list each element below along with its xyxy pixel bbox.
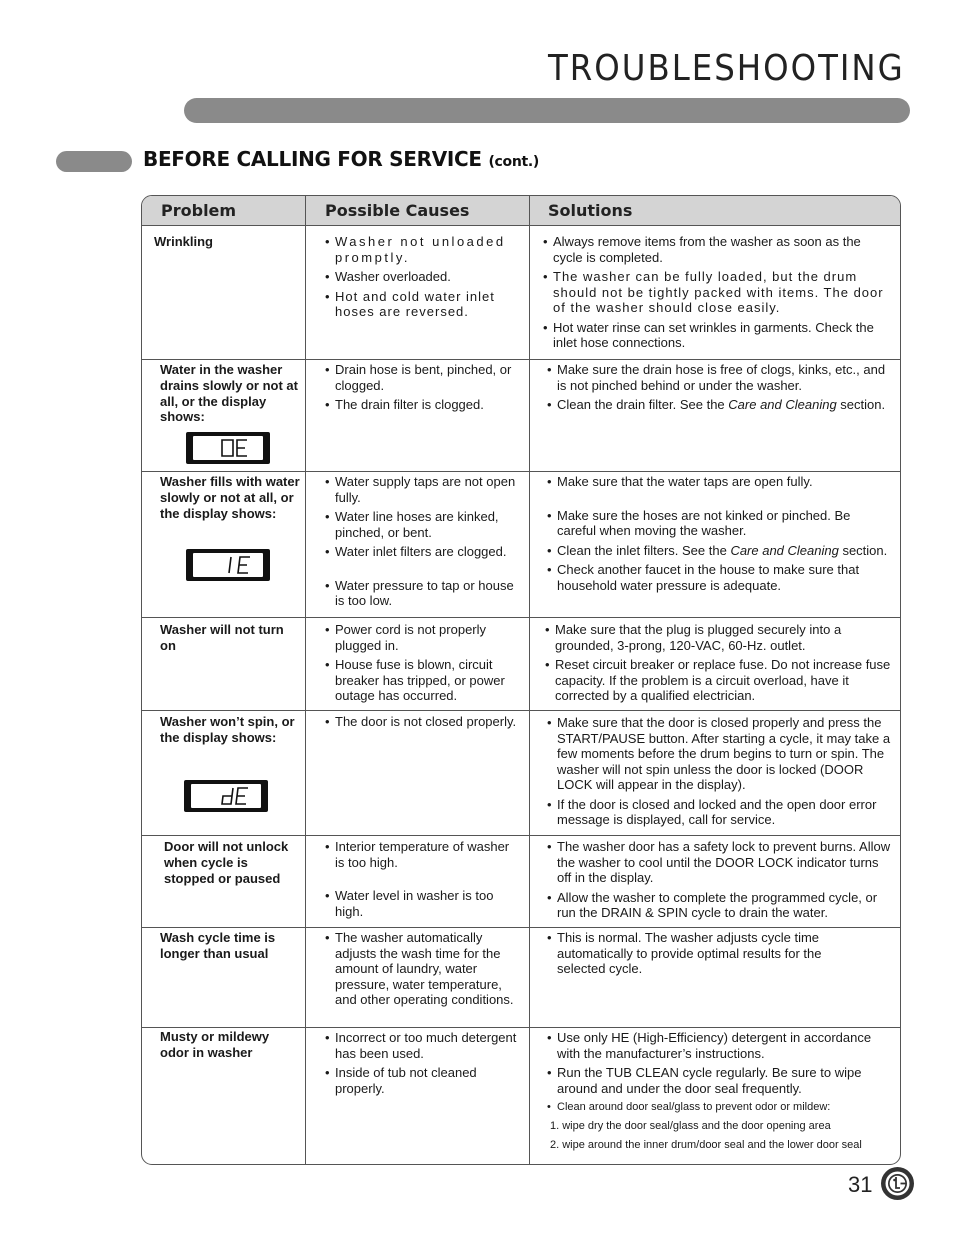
causes-no-spin xyxy=(324,714,522,734)
list-item: • Make sure the hoses are not kinked or pinched. Be careful when moving the washer. xyxy=(546,508,892,539)
list-item: • Hot water rinse can set wrinkles in garments. Check the inlet hose connections. xyxy=(542,320,888,351)
solutions-slow-drain xyxy=(546,362,892,417)
list-item: • Clean the inlet filters. See the Care and Cleaning section. xyxy=(546,543,892,559)
list-item: • Hot and cold water inlet hoses are reversed. xyxy=(324,289,520,320)
column-divider xyxy=(305,196,306,1164)
list-item: 1. wipe dry the door seal/glass and the door opening area xyxy=(550,1120,831,1132)
header-bar xyxy=(184,98,910,123)
table-header xyxy=(142,196,900,226)
list-item: • Clean the drain filter. See the Care and Cleaning section. xyxy=(546,397,892,413)
list-item: • The drain filter is clogged. xyxy=(324,397,520,413)
list-item: • Water level in washer is too high. xyxy=(324,888,522,919)
row-divider xyxy=(142,471,900,472)
list-item: • Water line hoses are kinked, pinched, or bent. xyxy=(324,509,522,540)
display-ie-icon xyxy=(186,549,270,581)
lg-logo-icon xyxy=(881,1167,914,1200)
list-item: 2. wipe around the inner drum/door seal and the lower door seal xyxy=(550,1139,862,1151)
column-divider xyxy=(529,196,530,1164)
list-item: • Make sure that the door is closed properly and press the START/PAUSE button. After starting a cycle, it may take a few moments before the drum begins to turn or spin. The washer will not spin unless the door is locked (DOOR LOCK will appear in the display). xyxy=(546,715,894,793)
list-item: • Water pressure to tap or house is too low. xyxy=(324,578,522,609)
causes-wrinkling xyxy=(324,234,520,324)
page-title: TROUBLESHOOTING xyxy=(548,48,905,89)
problem-wrinkling: Wrinkling xyxy=(154,234,213,249)
causes-odor xyxy=(324,1030,522,1100)
list-item: • Make sure the drain hose is free of clogs, kinks, etc., and is not pinched behind or under the washer. xyxy=(546,362,892,393)
section-marker xyxy=(56,151,132,172)
solutions-odor xyxy=(546,1030,892,1152)
list-item: • If the door is closed and locked and the open door error message is displayed, call for service. xyxy=(546,797,894,828)
problem-no-power: Washer will not turn on xyxy=(160,622,284,653)
list-item: • Always remove items from the washer as soon as the cycle is completed. xyxy=(542,234,888,265)
solutions-no-spin xyxy=(546,715,894,832)
problem-slow-fill: Washer fills with water slowly or not at all, or the display shows: xyxy=(160,474,300,521)
row-divider xyxy=(142,617,900,618)
problem-door-locked: Door will not unlock when cycle is stopped or paused xyxy=(164,839,289,886)
list-item: • House fuse is blown, circuit breaker has tripped, or power outage has occurred. xyxy=(324,657,522,704)
solutions-wrinkling xyxy=(542,234,888,355)
header-causes: Possible Causes xyxy=(325,201,470,220)
causes-door-locked xyxy=(324,839,522,923)
header-solutions: Solutions xyxy=(548,201,633,220)
list-item: • Washer not unloaded promptly. xyxy=(324,234,520,265)
list-item: • Interior temperature of washer is too high. xyxy=(324,839,522,870)
list-item: • Check another faucet in the house to make sure that household water pressure is adequate. xyxy=(546,562,892,593)
problem-odor: Musty or mildewy odor in washer xyxy=(160,1029,270,1060)
list-item: • Use only HE (High-Efficiency) detergent in accordance with the manufacturer’s instructions. xyxy=(546,1030,892,1061)
list-item: • Run the TUB CLEAN cycle regularly. Be sure to wipe around and under the door seal frequently. xyxy=(546,1065,892,1096)
solutions-door-locked xyxy=(546,839,896,925)
problem-long-cycle: Wash cycle time is longer than usual xyxy=(160,930,276,961)
list-item: • Allow the washer to complete the programmed cycle, or run the DRAIN & SPIN cycle to drain the water. xyxy=(546,890,896,921)
solutions-no-power xyxy=(544,622,892,708)
display-oe-icon xyxy=(186,432,270,464)
row-divider xyxy=(142,359,900,360)
causes-slow-drain xyxy=(324,362,520,417)
list-item: • The washer door has a safety lock to prevent burns. Allow the washer to cool until the DOOR LOCK indicator turns off in the display. xyxy=(546,839,896,886)
causes-long-cycle xyxy=(324,930,522,1012)
list-item: • The door is not closed properly. xyxy=(324,714,522,730)
list-item: • Inside of tub not cleaned properly. xyxy=(324,1065,522,1096)
section-title: BEFORE CALLING FOR SERVICE (cont.) xyxy=(143,147,540,171)
causes-slow-fill xyxy=(324,474,522,613)
causes-no-power xyxy=(324,622,522,708)
list-item: • The washer automatically adjusts the wash time for the amount of laundry, water pressure, water temperature, and other operating conditions. xyxy=(324,930,522,1008)
solutions-long-cycle xyxy=(546,930,866,981)
solutions-slow-fill xyxy=(546,474,892,597)
row-divider xyxy=(142,927,900,928)
list-item: • The washer can be fully loaded, but the drum should not be tightly packed with items. The door of the washer should close easily. xyxy=(542,269,888,316)
list-item: • Washer overloaded. xyxy=(324,269,520,285)
list-item: • Drain hose is bent, pinched, or clogged. xyxy=(324,362,520,393)
list-item: • Make sure that the water taps are open fully. xyxy=(546,474,892,490)
list-item: • Water supply taps are not open fully. xyxy=(324,474,522,505)
odor-note xyxy=(546,1100,892,1152)
problem-no-spin: Washer won’t spin, or the display shows: xyxy=(160,714,295,745)
troubleshooting-table xyxy=(141,195,901,1165)
header-problem: Problem xyxy=(161,201,237,220)
list-item: • Reset circuit breaker or replace fuse. Do not increase fuse capacity. If the problem is a circuit overload, have it corrected by a qualified electrician. xyxy=(544,657,892,704)
row-divider xyxy=(142,710,900,711)
list-item: • Water inlet filters are clogged. xyxy=(324,544,522,560)
list-item: • Make sure that the plug is plugged securely into a grounded, 3-prong, 120-VAC, 60-Hz. outlet. xyxy=(544,622,892,653)
page-number: 31 xyxy=(848,1172,873,1197)
row-divider xyxy=(142,1027,900,1028)
list-item: • Clean around door seal/glass to prevent odor or mildew: xyxy=(546,1100,892,1114)
list-item: • Incorrect or too much detergent has been used. xyxy=(324,1030,522,1061)
list-item: • This is normal. The washer adjusts cycle time automatically to provide optimal results for the selected cycle. xyxy=(546,930,866,977)
problem-slow-drain: Water in the washer drains slowly or not at all, or the display shows: xyxy=(160,362,298,425)
list-item: • Power cord is not properly plugged in. xyxy=(324,622,522,653)
display-de-icon xyxy=(184,780,268,812)
row-divider xyxy=(142,835,900,836)
